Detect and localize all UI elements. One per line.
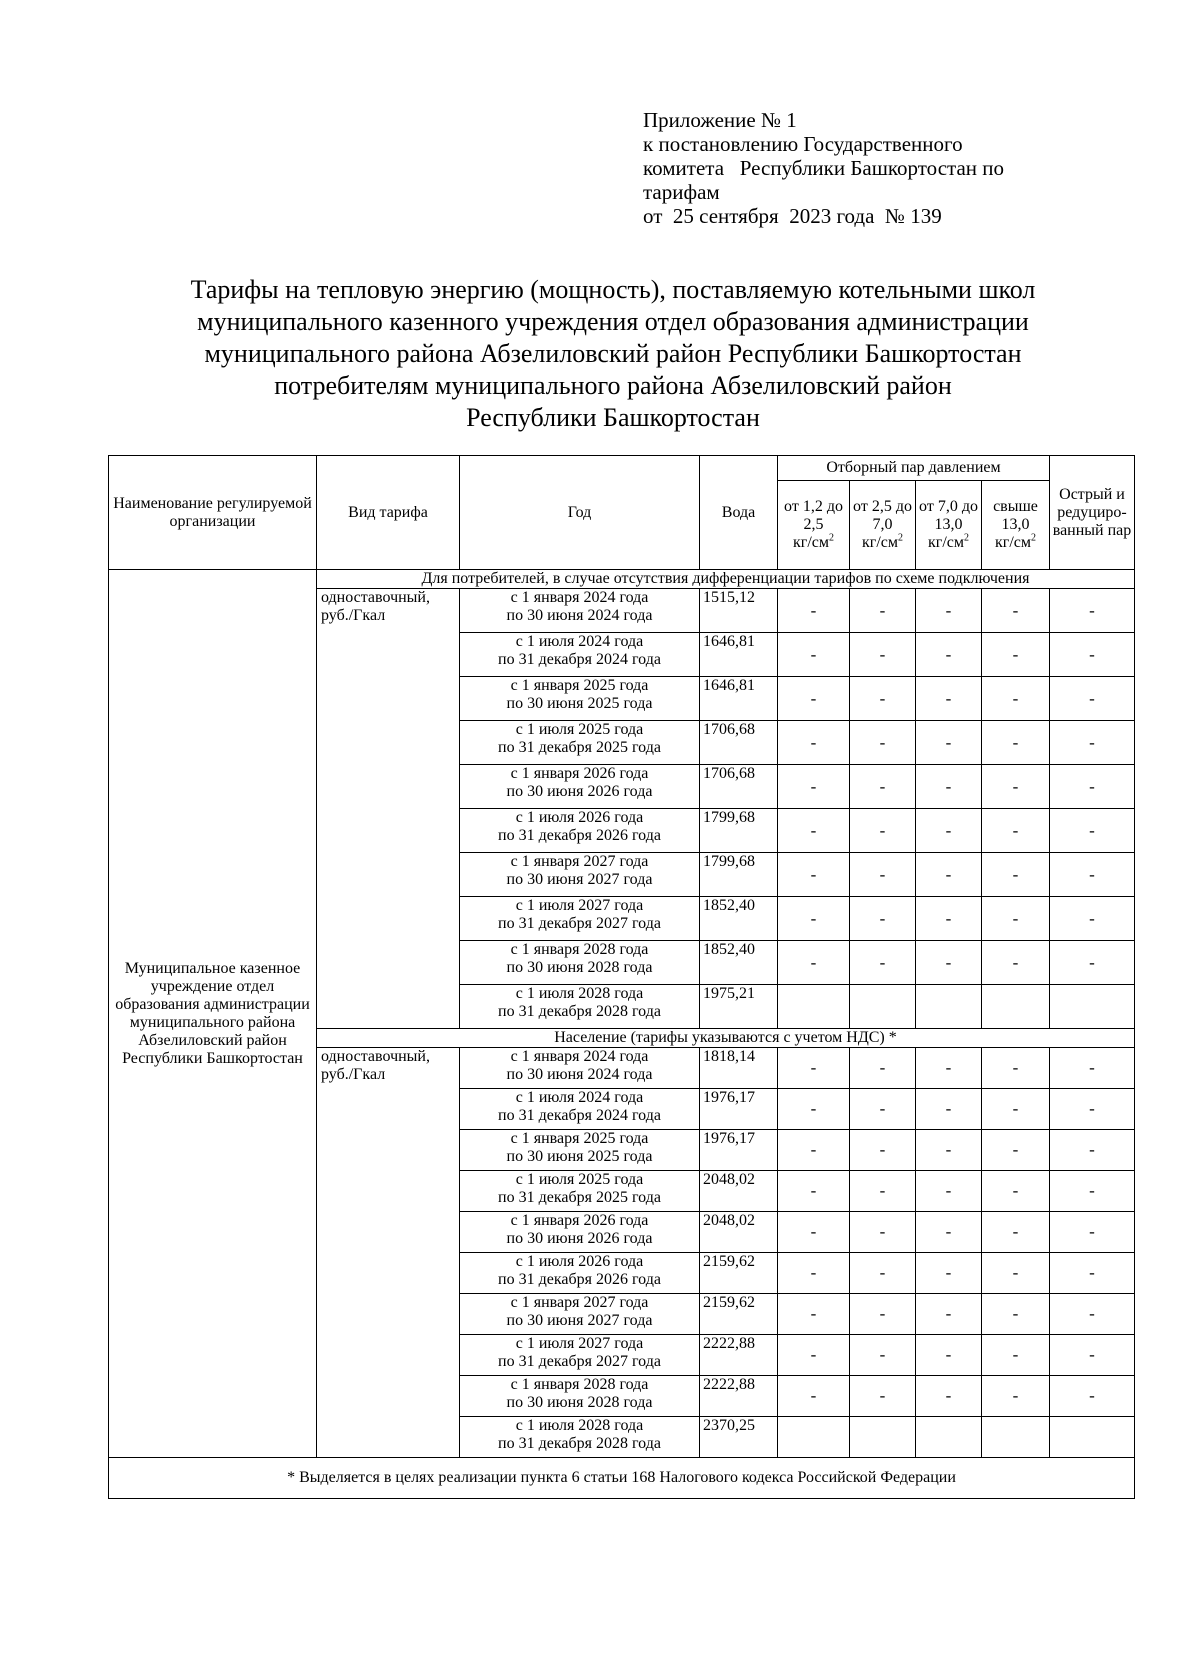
period-to: по 31 декабря 2025 года	[498, 1189, 661, 1206]
header-water: Вода	[700, 456, 778, 570]
steam-value: -	[916, 765, 982, 809]
period-to: по 30 июня 2024 года	[506, 1066, 653, 1083]
period-cell	[460, 633, 700, 677]
steam-value	[1050, 985, 1135, 1029]
period-to: по 31 декабря 2025 года	[498, 739, 661, 756]
steam-value: -	[1050, 1212, 1135, 1253]
period-to: по 30 июня 2025 года	[506, 1148, 653, 1165]
steam-value: -	[916, 1294, 982, 1335]
steam-value: -	[850, 721, 916, 765]
steam-value: -	[916, 897, 982, 941]
water-value: 1706,68	[700, 765, 778, 809]
steam-value: -	[850, 853, 916, 897]
tariff-type-cell: одноставочный, руб./Гкал	[317, 589, 460, 1029]
period-from: с 1 июля 2024 года	[515, 1089, 644, 1106]
steam-value: -	[982, 809, 1050, 853]
steam-value: -	[916, 677, 982, 721]
steam-value: -	[916, 721, 982, 765]
steam-value: -	[982, 897, 1050, 941]
steam-value: -	[1050, 633, 1135, 677]
steam-value: -	[778, 1294, 850, 1335]
period-to: по 31 декабря 2026 года	[498, 827, 661, 844]
water-value: 2222,88	[700, 1335, 778, 1376]
period-from: с 1 июля 2025 года	[515, 721, 644, 738]
water-value: 2159,62	[700, 1253, 778, 1294]
steam-value: -	[778, 589, 850, 633]
tariffs-table	[108, 455, 1135, 1499]
period-cell	[460, 1294, 700, 1335]
steam-value: -	[1050, 809, 1135, 853]
period-to: по 30 июня 2026 года	[506, 1230, 653, 1247]
steam-value: -	[982, 677, 1050, 721]
water-value: 1852,40	[700, 897, 778, 941]
period-from: с 1 июля 2026 года	[515, 809, 644, 826]
steam-value: -	[850, 589, 916, 633]
period-to: по 30 июня 2025 года	[506, 695, 653, 712]
steam-value: -	[1050, 1089, 1135, 1130]
header-steam-1: от 1,2 до 2,5 $кг/см^2$	[778, 481, 850, 570]
steam-value: -	[850, 1212, 916, 1253]
period-to: по 31 декабря 2026 года	[498, 1271, 661, 1288]
steam-value: -	[850, 1171, 916, 1212]
water-value: 2159,62	[700, 1294, 778, 1335]
steam-value: -	[778, 1130, 850, 1171]
annex-line: комитета Республики Башкортостан по	[643, 156, 1004, 180]
header-steam-4: свыше 13,0 $кг/см^2$	[982, 481, 1050, 570]
period-cell	[460, 589, 700, 633]
water-value: 2370,25	[700, 1417, 778, 1458]
period-to: по 31 декабря 2028 года	[498, 1435, 661, 1452]
steam-value: -	[1050, 1335, 1135, 1376]
period-from: с 1 июля 2025 года	[515, 1171, 644, 1188]
steam-value: -	[982, 941, 1050, 985]
steam-value: -	[1050, 1253, 1135, 1294]
steam-value: -	[778, 1048, 850, 1089]
steam-value: -	[778, 1335, 850, 1376]
org-name: Муниципальное казенное учреждение отдел образования администрации муниципального района Абзелиловский район Республики Башкортостан	[109, 570, 317, 1458]
water-value: 2222,88	[700, 1376, 778, 1417]
steam-value	[916, 1417, 982, 1458]
steam-value: -	[916, 1376, 982, 1417]
steam-value: -	[778, 765, 850, 809]
steam-value: -	[982, 633, 1050, 677]
steam-value: -	[850, 809, 916, 853]
steam-value: -	[850, 677, 916, 721]
header-year: Год	[460, 456, 700, 570]
period-from: с 1 января 2028 года	[510, 941, 649, 958]
steam-value: -	[850, 897, 916, 941]
steam-value: -	[778, 1212, 850, 1253]
steam-value: -	[1050, 853, 1135, 897]
steam-value: -	[916, 1253, 982, 1294]
steam-value: -	[778, 633, 850, 677]
steam-value: -	[778, 1253, 850, 1294]
steam-value: -	[850, 1335, 916, 1376]
steam-value: -	[982, 1171, 1050, 1212]
steam-value: -	[778, 941, 850, 985]
steam-value: -	[982, 589, 1050, 633]
period-cell	[460, 1212, 700, 1253]
steam-value: -	[916, 633, 982, 677]
title-line: потребителям муниципального района Абзелиловский район	[274, 371, 952, 400]
steam-value	[1050, 1417, 1135, 1458]
header-steam-2: от 2,5 до 7,0 $кг/см^2$	[850, 481, 916, 570]
steam-value: -	[916, 1048, 982, 1089]
steam-value: -	[850, 633, 916, 677]
period-to: по 30 июня 2028 года	[506, 959, 653, 976]
steam-value: -	[916, 1089, 982, 1130]
annex-line: тарифам	[643, 180, 720, 204]
steam-value: -	[850, 1253, 916, 1294]
period-from: с 1 июля 2027 года	[515, 1335, 644, 1352]
water-value: 1515,12	[700, 589, 778, 633]
steam-value: -	[778, 853, 850, 897]
steam-value: -	[982, 1376, 1050, 1417]
period-to: по 31 декабря 2024 года	[498, 1107, 661, 1124]
steam-value: -	[778, 1171, 850, 1212]
steam-value: -	[916, 941, 982, 985]
steam-value: -	[982, 765, 1050, 809]
period-cell	[460, 985, 700, 1029]
steam-value: -	[850, 1089, 916, 1130]
water-value: 1799,68	[700, 809, 778, 853]
period-to: по 31 декабря 2024 года	[498, 651, 661, 668]
period-from: с 1 июля 2028 года	[515, 985, 644, 1002]
water-value: 1646,81	[700, 633, 778, 677]
steam-value: -	[1050, 1130, 1135, 1171]
period-cell	[460, 941, 700, 985]
steam-value: -	[778, 677, 850, 721]
steam-value: -	[778, 721, 850, 765]
steam-value	[916, 985, 982, 1029]
steam-value: -	[1050, 1294, 1135, 1335]
steam-value: -	[1050, 1048, 1135, 1089]
annex-line: от 25 сентября 2023 года № 139	[643, 204, 942, 228]
steam-value: -	[916, 809, 982, 853]
period-from: с 1 января 2027 года	[510, 1294, 649, 1311]
steam-value: -	[982, 1335, 1050, 1376]
period-from: с 1 июля 2027 года	[515, 897, 644, 914]
steam-value	[778, 985, 850, 1029]
period-to: по 30 июня 2024 года	[506, 607, 653, 624]
period-from: с 1 июля 2028 года	[515, 1417, 644, 1434]
period-cell	[460, 1089, 700, 1130]
steam-value: -	[982, 721, 1050, 765]
document-title	[150, 274, 1076, 434]
steam-value: -	[982, 1130, 1050, 1171]
steam-value	[850, 985, 916, 1029]
period-to: по 30 июня 2027 года	[506, 1312, 653, 1329]
header-org: Наименование регулируемой организации	[109, 456, 317, 570]
tariff-type-cell: одноставочный, руб./Гкал	[317, 1048, 460, 1458]
period-to: по 30 июня 2026 года	[506, 783, 653, 800]
period-from: с 1 января 2024 года	[510, 589, 649, 606]
steam-value: -	[1050, 765, 1135, 809]
period-cell	[460, 1253, 700, 1294]
period-from: с 1 января 2025 года	[510, 1130, 649, 1147]
steam-value: -	[916, 1335, 982, 1376]
period-to: по 31 декабря 2028 года	[498, 1003, 661, 1020]
period-to: по 31 декабря 2027 года	[498, 915, 661, 932]
steam-value	[850, 1417, 916, 1458]
header-steam-3: от 7,0 до 13,0 $кг/см^2$	[916, 481, 982, 570]
steam-value: -	[1050, 589, 1135, 633]
period-cell	[460, 1171, 700, 1212]
steam-value	[778, 1417, 850, 1458]
steam-value: -	[778, 1089, 850, 1130]
steam-value: -	[982, 1253, 1050, 1294]
steam-value: -	[982, 1212, 1050, 1253]
header-sharp-steam: Острый и редуциро-ванный пар	[1050, 456, 1135, 570]
steam-value	[982, 985, 1050, 1029]
steam-value: -	[778, 809, 850, 853]
water-value: 1975,21	[700, 985, 778, 1029]
annex-line: Приложение № 1	[643, 108, 797, 132]
steam-value: -	[850, 941, 916, 985]
steam-value: -	[778, 1376, 850, 1417]
steam-value: -	[778, 897, 850, 941]
period-to: по 31 декабря 2027 года	[498, 1353, 661, 1370]
steam-value: -	[850, 1376, 916, 1417]
title-line: Тарифы на тепловую энергию (мощность), поставляемую котельными школ	[190, 275, 1036, 304]
steam-value: -	[916, 589, 982, 633]
title-line: Республики Башкортостан	[466, 403, 760, 432]
steam-value: -	[1050, 1376, 1135, 1417]
water-value: 1852,40	[700, 941, 778, 985]
period-from: с 1 июля 2024 года	[515, 633, 644, 650]
water-value: 1646,81	[700, 677, 778, 721]
header-steam-group: Отборный пар давлением	[778, 456, 1050, 481]
period-from: с 1 января 2024 года	[510, 1048, 649, 1065]
steam-value: -	[850, 1294, 916, 1335]
period-cell	[460, 1130, 700, 1171]
footnote: * Выделяется в целях реализации пункта 6 статьи 168 Налогового кодекса Российской Федерации	[109, 1458, 1135, 1499]
period-to: по 30 июня 2028 года	[506, 1394, 653, 1411]
period-cell	[460, 809, 700, 853]
water-value: 2048,02	[700, 1171, 778, 1212]
steam-value	[982, 1417, 1050, 1458]
header-tariff-type: Вид тарифа	[317, 456, 460, 570]
period-from: с 1 января 2025 года	[510, 677, 649, 694]
period-from: с 1 января 2028 года	[510, 1376, 649, 1393]
period-cell	[460, 677, 700, 721]
water-value: 1799,68	[700, 853, 778, 897]
steam-value: -	[1050, 677, 1135, 721]
water-value: 1976,17	[700, 1130, 778, 1171]
steam-value: -	[850, 1130, 916, 1171]
steam-value: -	[916, 1171, 982, 1212]
period-cell	[460, 1335, 700, 1376]
period-from: с 1 января 2026 года	[510, 1212, 649, 1229]
period-cell	[460, 1376, 700, 1417]
period-cell	[460, 1417, 700, 1458]
water-value: 1818,14	[700, 1048, 778, 1089]
steam-value: -	[916, 1212, 982, 1253]
period-cell	[460, 1048, 700, 1089]
steam-value: -	[850, 765, 916, 809]
annex-line: к постановлению Государственного	[643, 132, 963, 156]
steam-value: -	[916, 853, 982, 897]
period-from: с 1 января 2026 года	[510, 765, 649, 782]
period-cell	[460, 853, 700, 897]
steam-value: -	[982, 1294, 1050, 1335]
period-cell	[460, 897, 700, 941]
period-cell	[460, 721, 700, 765]
steam-value: -	[982, 1048, 1050, 1089]
steam-value: -	[1050, 721, 1135, 765]
steam-value: -	[1050, 1171, 1135, 1212]
water-value: 1976,17	[700, 1089, 778, 1130]
section-title: Население (тарифы указываются с учетом НДС) *	[317, 1029, 1135, 1048]
period-to: по 30 июня 2027 года	[506, 871, 653, 888]
section-title: Для потребителей, в случае отсутствия дифференциации тарифов по схеме подключения	[317, 570, 1135, 589]
annex-block	[643, 108, 1083, 228]
water-value: 1706,68	[700, 721, 778, 765]
steam-value: -	[982, 853, 1050, 897]
period-from: с 1 января 2027 года	[510, 853, 649, 870]
steam-value: -	[850, 1048, 916, 1089]
steam-value: -	[982, 1089, 1050, 1130]
water-value: 2048,02	[700, 1212, 778, 1253]
steam-value: -	[1050, 897, 1135, 941]
steam-value: -	[1050, 941, 1135, 985]
steam-value: -	[916, 1130, 982, 1171]
period-cell	[460, 765, 700, 809]
title-line: муниципального района Абзелиловский район Республики Башкортостан	[204, 339, 1022, 368]
title-line: муниципального казенного учреждения отдел образования администрации	[197, 307, 1029, 336]
period-from: с 1 июля 2026 года	[515, 1253, 644, 1270]
